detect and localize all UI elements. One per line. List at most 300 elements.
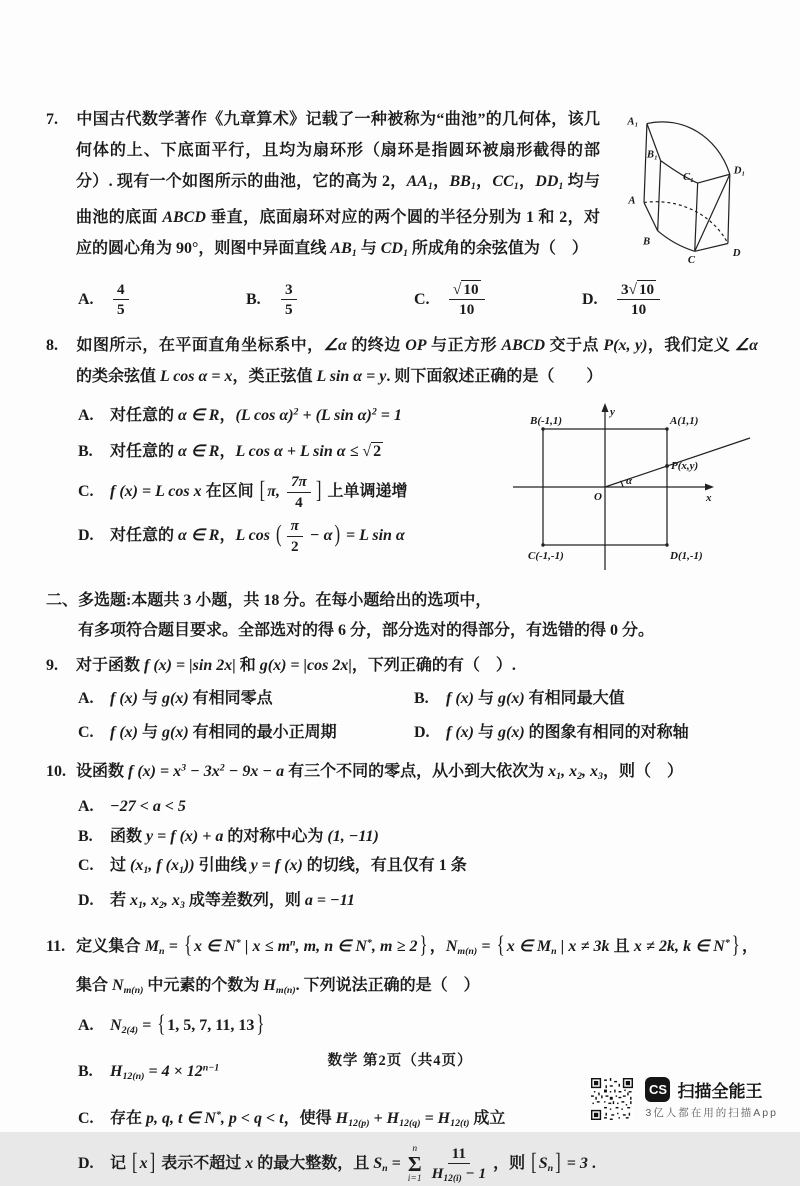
q9-stem-text [76, 657, 516, 674]
q8-option-c-label: C. [78, 483, 94, 501]
math-run: BB [449, 173, 471, 190]
radical-sign: √ [628, 280, 637, 298]
q10-option-a-text [110, 798, 186, 815]
text-run: 有相同的最小正周期 [188, 723, 337, 741]
text-run: 有相同零点 [188, 689, 273, 707]
fig7-label-d1: D₁ [733, 164, 746, 177]
numerator [449, 281, 485, 300]
question-7 [46, 104, 758, 324]
math-run: | x ≤ m [240, 937, 291, 955]
math-run: −27 < a < 5 [110, 798, 186, 816]
q7-option-d-label: D. [582, 290, 598, 308]
q8-option-b-text [110, 442, 383, 460]
text-run: 与 [356, 239, 381, 257]
math-run: 1, 5, 7, 11, 13 [167, 1016, 255, 1034]
text-run: 若 [110, 891, 131, 909]
math-run: g(x) [498, 689, 525, 707]
radicand: 2 [373, 443, 382, 461]
question-9 [46, 650, 758, 747]
math-run: , x [163, 891, 180, 909]
numerator [617, 281, 660, 300]
summation [408, 1145, 422, 1185]
q7-option-d-value [614, 281, 663, 319]
fig8-label-b: B(-1,1) [530, 414, 563, 427]
section-2-header [46, 586, 758, 646]
subscript: n [547, 1163, 554, 1175]
fig8-label-c: C(-1,-1) [528, 549, 564, 562]
fig8-label-y-axis: y [610, 405, 615, 418]
camscanner-watermark [591, 1077, 778, 1120]
q9-option-a-text [110, 690, 273, 707]
big-delimiter: ] [555, 1148, 561, 1176]
subscript: 1 [513, 180, 519, 192]
fig8-label-d: D(1,-1) [670, 549, 703, 562]
q10-option-d [78, 887, 758, 920]
q9-option-c [78, 718, 414, 747]
math-run: = L sin α [342, 526, 405, 544]
curved-pool-solid-figure [610, 106, 758, 267]
text-run: 中国古代数学著作《九章算术》记载了一种被称为“曲池”的几何体，该几何体的上、下底面平行，且均为扇环形（扇环是指圆环被扇形截得的部分）. 现有一个如图所示的曲池，它的高为 2， [76, 111, 600, 190]
fig7-label-d: D [732, 247, 741, 260]
math-run: H [110, 1063, 123, 1081]
superscript: 2 [371, 406, 377, 418]
text-run: 对任意的 [110, 526, 179, 544]
subscript: n [159, 945, 165, 957]
text-run: 成等差数列，则 [184, 891, 305, 909]
math-run: g(x) [162, 689, 189, 707]
denominator [291, 493, 307, 511]
math-run: 3 [621, 280, 629, 298]
math-run: − 9x − a [224, 763, 285, 781]
math-run: ABCD [162, 208, 206, 226]
math-run: α ∈ R [178, 407, 220, 425]
radical [453, 280, 481, 298]
q7-option-a-value [110, 281, 132, 319]
text-run: 且 [609, 937, 634, 955]
big-delimiter: ] [315, 475, 322, 504]
subscript: 1 [351, 247, 357, 259]
denominator [627, 300, 650, 318]
subscript: 1 [556, 771, 562, 783]
text-run: 的类余弦值 [76, 367, 161, 385]
text-run: ， [219, 443, 236, 461]
subscript: 12(p) [348, 1117, 370, 1129]
q9-option-d-label: D. [414, 723, 430, 741]
radical [362, 442, 383, 460]
denominator [455, 300, 478, 318]
q10-option-a-label: A. [78, 798, 94, 816]
big-delimiter: { [496, 930, 505, 959]
fraction [617, 281, 660, 319]
math-run: S [373, 1155, 383, 1173]
math-run: N [110, 1016, 122, 1034]
text-run: 引曲线 [194, 857, 251, 875]
text-run: 记 [110, 1155, 131, 1173]
q7-option-a-label: A. [78, 290, 94, 308]
subscript: m(n) [123, 984, 144, 996]
text-run: 与 [137, 689, 162, 707]
q11-number: 11. [46, 937, 66, 955]
superscript: 2 [293, 406, 299, 418]
math-run: + H [369, 1109, 400, 1127]
subscript: 1 [558, 180, 564, 192]
math-run: , f (x [148, 857, 179, 875]
text-run: 表示不超过 [157, 1155, 246, 1173]
q9-option-a-label: A. [78, 689, 94, 707]
q8-number: 8. [46, 336, 58, 354]
big-delimiter: { [157, 1009, 166, 1038]
q8-options [78, 398, 758, 578]
math-run: g(x) [162, 723, 189, 741]
superscript: * [215, 1109, 221, 1121]
math-run: 4 [295, 493, 303, 511]
text-run: ， [429, 937, 446, 955]
subscript: 12(i) [443, 1173, 462, 1184]
text-run: 存在 [110, 1109, 147, 1127]
math-run: α ∈ R [178, 443, 220, 461]
big-delimiter: { [183, 930, 193, 959]
fig7-label-c1: C₁ [683, 171, 694, 184]
math-run: π, [267, 483, 284, 501]
square-coordinate-figure [510, 402, 758, 576]
text-run: ，下列正确的有（ ）. [351, 656, 516, 674]
text-run: 对任意的 [110, 407, 179, 425]
q11-option-c-label: C. [78, 1109, 94, 1127]
q9-option-a [78, 684, 414, 713]
text-run: 均与曲池的底面 [76, 173, 600, 226]
text-run: 中元素的个数为 [143, 976, 264, 994]
math-run: f (x) = |sin 2x| [144, 656, 236, 674]
math-run: DD [535, 173, 559, 190]
text-run: 定义集合 [76, 937, 145, 955]
q8-option-b-label: B. [78, 443, 93, 461]
q8-option-b [78, 437, 556, 467]
q10-option-d-label: D. [78, 891, 94, 909]
math-run: = [138, 1016, 156, 1034]
denominator [287, 537, 303, 555]
subscript: 2(4) [121, 1024, 139, 1036]
big-delimiter: [ [259, 475, 266, 504]
text-run: 的终边 [346, 336, 406, 354]
text-run: 的切线，有且仅有 1 条 [302, 857, 467, 875]
superscript: * [235, 937, 241, 949]
camscanner-logo: CS [645, 1077, 670, 1102]
q11-option-d-text [110, 1143, 596, 1185]
denominator [281, 300, 297, 318]
math-run: − 1 [461, 1164, 487, 1182]
math-run: = [387, 1155, 405, 1173]
page-footer: 数学 第2页（共4页） [327, 1053, 473, 1069]
subscript: 3 [179, 899, 185, 911]
q7-option-d [582, 281, 663, 319]
subscript: 12(n) [122, 1071, 145, 1083]
subscript: 1 [402, 247, 408, 259]
math-run: f (x) [110, 689, 138, 707]
q11-option-a-text [110, 1009, 266, 1038]
text-run: . 则下面叙述正确的是（ ） [386, 367, 603, 385]
big-delimiter: } [419, 930, 428, 959]
section-2-line-2: 有多项符合题目要求。全部选对的得 6 分，部分选对的得部分，有选错的得 0 分。 [78, 621, 655, 639]
fig8-label-x-axis: x [706, 491, 712, 504]
math-run: f (x) [446, 689, 474, 707]
q8-option-a [78, 398, 556, 431]
fraction [428, 1145, 491, 1185]
q9-stem [46, 650, 758, 681]
q9-option-c-label: C. [78, 723, 94, 741]
math-run: a = −11 [304, 891, 355, 909]
radicand: 10 [463, 280, 479, 298]
q8-stem-text [76, 337, 758, 385]
fraction [281, 281, 297, 319]
radical-sign: √ [362, 443, 372, 461]
math-run: = [477, 937, 495, 955]
text-run: 过 [110, 857, 131, 875]
q10-option-b-text [110, 828, 379, 845]
sigma-sign: Σ [407, 1152, 422, 1177]
q7-option-b-value [278, 281, 300, 319]
math-run: P(x, y) [603, 336, 648, 354]
q9-option-b-label: B. [414, 689, 429, 707]
math-run: = [164, 937, 182, 955]
q8-option-c [78, 473, 556, 511]
math-run: = H [420, 1109, 451, 1127]
math-run: x ∈ M [506, 937, 552, 955]
q10-number: 10. [46, 763, 66, 781]
superscript: n−1 [202, 1062, 220, 1074]
text-run: ，则 [493, 1155, 530, 1173]
math-run: f (x) [110, 723, 138, 741]
math-run: 7π [290, 473, 307, 491]
text-run: 与 [473, 689, 498, 707]
q7-option-a [78, 281, 246, 319]
fig8-label-alpha: α [626, 474, 633, 487]
math-run: 4 [117, 280, 125, 298]
q11-option-a-label: A. [78, 1016, 94, 1034]
subscript: 12(q) [399, 1117, 421, 1129]
math-run: , m ≥ 2 [371, 937, 418, 955]
q9-option-b [414, 684, 758, 713]
text-run: 在区间 [201, 483, 258, 501]
q8-figure [510, 402, 758, 581]
text-run: 有相同最大值 [524, 689, 625, 707]
q7-figure [610, 106, 758, 267]
text-run: 与正方形 [426, 336, 502, 354]
math-run: L cos α = x [160, 367, 233, 385]
math-run: 10 [630, 301, 647, 319]
q8-option-d-label: D. [78, 526, 94, 544]
math-run: H [431, 1164, 444, 1182]
radical [629, 280, 657, 298]
math-run: )) [183, 857, 195, 875]
math-run: M [144, 937, 160, 955]
math-run: 3 [285, 280, 293, 298]
text-run: 和 [235, 656, 260, 674]
text-run: ， [518, 173, 536, 190]
q11-option-d-label: D. [78, 1155, 94, 1173]
fig8-label-p: P(x,y) [671, 459, 699, 472]
q10-option-d-text [110, 892, 355, 909]
text-run: 交于点 [545, 336, 604, 354]
math-run: , x [582, 763, 599, 781]
text-run: 与 [137, 723, 162, 741]
math-run: p, q, t ∈ N [146, 1109, 216, 1127]
q9-option-d-text [446, 724, 689, 741]
q9-option-b-text [446, 690, 625, 707]
math-run: CD [380, 239, 403, 257]
question-10 [46, 753, 758, 920]
math-run: 10 [459, 301, 475, 319]
text-run: 的最大整数，且 [253, 1155, 374, 1173]
math-run: H [263, 976, 276, 994]
math-run: L cos [235, 526, 275, 544]
fig8-label-o: O [594, 490, 602, 503]
big-delimiter: [ [531, 1148, 537, 1176]
fraction [113, 281, 129, 319]
subscript: n [382, 1163, 388, 1175]
q8-option-d-text [110, 517, 405, 555]
math-run: = 3 [562, 1155, 588, 1173]
big-delimiter: } [256, 1009, 265, 1038]
q8-option-a-text [110, 407, 402, 424]
text-run: ，集合 [76, 937, 758, 994]
math-run: , x [142, 891, 159, 909]
numerator [113, 281, 129, 300]
q9-option-c-text [110, 724, 337, 741]
camscanner-title: 扫描全能王 [677, 1082, 763, 1101]
superscript: * [724, 937, 730, 949]
subscript: 1 [143, 865, 149, 877]
fig7-label-c: C [687, 254, 696, 267]
text-run: 函数 [110, 827, 147, 845]
q10-option-b-label: B. [78, 827, 93, 845]
text-run: 对于函数 [76, 656, 145, 674]
q11-option-d [78, 1145, 758, 1186]
fig7-label-b1: B₁ [646, 148, 658, 161]
text-run: 所成角的余弦值为（ ） [407, 239, 588, 257]
text-run: ， [475, 173, 493, 190]
math-run: 5 [117, 301, 125, 319]
subscript: 1 [138, 899, 143, 911]
q10-stem [46, 753, 758, 792]
math-run: x ∈ N [194, 937, 236, 955]
subscript: 1 [178, 865, 184, 877]
q8-option-a-label: A. [78, 407, 94, 425]
q10-option-c [78, 852, 758, 885]
radical-sign: √ [453, 280, 462, 298]
math-run: 11 [451, 1144, 467, 1162]
math-run: AA [406, 173, 428, 190]
text-run: 设函数 [76, 763, 129, 781]
q7-stem-text [76, 111, 600, 257]
numerator [287, 517, 303, 536]
q9-option-d [414, 718, 758, 747]
text-run: 垂直，底面扇环对应的两个圆的半径分别为 1 和 2，对应的圆心角为 90°，则图中异面直线 [76, 208, 600, 257]
math-run: x [130, 891, 139, 909]
text-run: ，类正弦值 [232, 367, 317, 385]
qr-code [591, 1078, 633, 1120]
q7-option-c-value [446, 281, 488, 319]
math-run: N [445, 937, 458, 955]
superscript: n [290, 937, 296, 949]
text-run: ， [219, 526, 236, 544]
text-run: 上单调递增 [323, 483, 408, 501]
fig7-label-a1: A₁ [627, 115, 639, 128]
math-run: − α [305, 526, 333, 544]
subscript: m(n) [275, 984, 296, 996]
q8-stem [46, 330, 758, 392]
q8-option-d [78, 517, 556, 555]
q11-option-b-label: B. [78, 1063, 93, 1081]
q7-option-c [414, 281, 582, 319]
subscript: n [551, 945, 557, 957]
q7-option-b-label: B. [246, 290, 261, 308]
math-run: y = f (x) + a [146, 827, 224, 845]
text-run: ，使得 [283, 1109, 336, 1127]
math-run: f (x) [446, 723, 474, 741]
math-run: x [139, 1155, 148, 1173]
math-run: (1, −11) [327, 827, 379, 845]
math-run: f (x) = L cos x [110, 483, 202, 501]
numerator [281, 281, 297, 300]
q11-stem [46, 926, 758, 1007]
q11-stem-text [76, 930, 758, 996]
math-run: y = f (x) [250, 857, 303, 875]
text-run: 与 [473, 723, 498, 741]
numerator [287, 473, 311, 492]
superscript: * [366, 937, 372, 949]
math-run: , x [561, 763, 578, 781]
numerator [448, 1145, 470, 1164]
q10-option-b [78, 823, 758, 852]
q10-stem-text [76, 762, 684, 783]
text-run: 成立 [469, 1109, 506, 1127]
subscript: 12(t) [450, 1117, 470, 1129]
text-run: ， [432, 173, 450, 190]
subscript: 3 [598, 771, 603, 783]
fig7-label-b: B [643, 235, 651, 248]
math-run: , m, n ∈ N [295, 937, 367, 955]
math-run: | x ≠ 3k [556, 937, 610, 955]
denominator [113, 300, 129, 318]
sum-lower-limit: i=1 [407, 1174, 422, 1185]
text-run: 的对称中心为 [223, 827, 328, 845]
subscript: m(n) [457, 945, 478, 957]
math-run: x ≠ 2k, k ∈ N [633, 937, 725, 955]
math-run: x [245, 1155, 254, 1173]
text-run: . [587, 1155, 596, 1173]
math-run: g(x) [498, 723, 525, 741]
math-run: 5 [285, 301, 293, 319]
q10-option-c-label: C. [78, 857, 94, 875]
subscript: 1 [427, 180, 433, 192]
subscript: 2 [577, 771, 583, 783]
sum-upper-limit: n [412, 1143, 418, 1154]
subscript: 1 [470, 180, 476, 192]
q7-stem [46, 104, 758, 269]
math-run: S [538, 1155, 548, 1173]
superscript: 3 [181, 762, 187, 774]
math-run: = 4 × 12 [144, 1063, 203, 1081]
fraction [287, 517, 303, 555]
q10-option-c-text [110, 857, 467, 877]
math-run: f (x) = x [128, 763, 182, 781]
section-2-line-1: 二、多选题:本题共 3 小题，共 18 分。在每小题给出的选项中， [46, 591, 492, 609]
camscanner-tagline: 3亿人都在用的扫描App [645, 1107, 778, 1119]
math-run: H [335, 1109, 349, 1127]
superscript: 2 [219, 762, 225, 774]
q7-option-b [246, 281, 414, 319]
math-run: ∠α [323, 336, 347, 354]
